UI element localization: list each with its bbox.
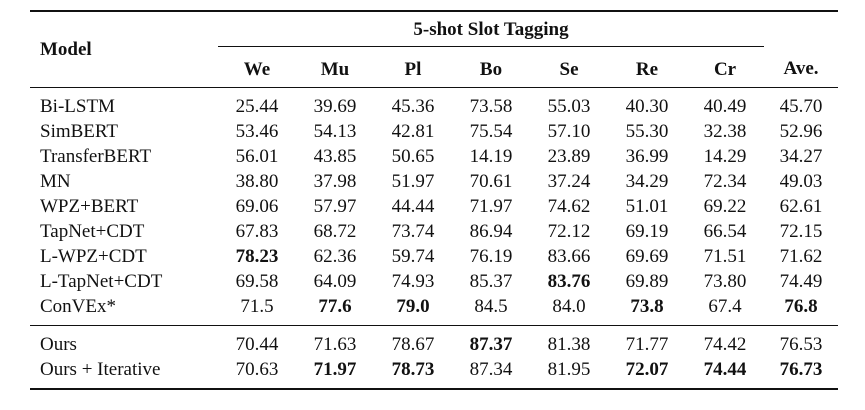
score-cell: 73.80 [703,271,747,292]
score-cell: 57.10 [547,121,591,142]
table-row [30,332,838,357]
average-cell: 45.70 [779,96,823,117]
table-row [30,357,838,382]
score-cell: 25.44 [235,96,279,117]
model-column-header: Model [40,39,92,60]
row-model-name: ConVEx* [40,296,116,317]
score-cell: 71.97 [313,359,357,380]
score-cell: 75.54 [469,121,513,142]
average-cell: 62.61 [779,196,823,217]
score-cell: 23.89 [547,146,591,167]
row-model-name: WPZ+BERT [40,196,139,217]
score-cell: 73.74 [391,221,435,242]
score-cell: 81.38 [547,334,591,355]
ours-rows [30,326,838,390]
score-cell: 51.97 [391,171,435,192]
average-cell: 76.53 [779,334,823,355]
score-cell: 37.24 [547,171,591,192]
score-cell: 71.63 [313,334,357,355]
score-cell: 66.54 [703,221,747,242]
score-cell: 42.81 [391,121,435,142]
score-cell: 14.29 [703,146,747,167]
score-cell: 70.44 [235,334,279,355]
row-model-name: L-TapNet+CDT [40,271,163,292]
score-cell: 78.67 [391,334,435,355]
results-table [30,10,838,390]
row-model-name: Bi-LSTM [40,96,115,117]
score-cell: 69.06 [235,196,279,217]
table-row [30,169,838,194]
average-cell: 76.8 [784,296,818,317]
table-row [30,119,838,144]
score-cell: 79.0 [396,296,430,317]
score-cell: 74.93 [391,271,435,292]
score-cell: 44.44 [391,196,435,217]
column-header-we: We [243,58,271,80]
score-cell: 56.01 [235,146,279,167]
score-cell: 45.36 [391,96,435,117]
group-column-header: 5-shot Slot Tagging [218,11,764,47]
score-cell: 72.34 [703,171,747,192]
column-header-pl: Pl [404,58,422,80]
score-cell: 87.34 [469,359,513,380]
score-cell: 43.85 [313,146,357,167]
average-cell: 49.03 [779,171,823,192]
score-cell: 69.19 [625,221,669,242]
average-cell: 76.73 [779,359,823,380]
score-cell: 83.76 [547,271,591,292]
table-row [30,269,838,294]
column-header-average: Ave. [783,58,819,80]
score-cell: 64.09 [313,271,357,292]
score-cell: 37.98 [313,171,357,192]
score-cell: 69.58 [235,271,279,292]
score-cell: 71.77 [625,334,669,355]
score-cell: 38.80 [235,171,279,192]
score-cell: 39.69 [313,96,357,117]
score-cell: 84.0 [552,296,586,317]
score-cell: 32.38 [703,121,747,142]
table-row [30,144,838,169]
score-cell: 54.13 [313,121,357,142]
row-model-name: Ours + Iterative [40,359,161,380]
score-cell: 51.01 [625,196,669,217]
column-header-cr: Cr [713,58,737,80]
score-cell: 59.74 [391,246,435,267]
row-model-name: MN [40,171,71,192]
average-cell: 52.96 [779,121,823,142]
score-cell: 72.07 [625,359,669,380]
table-row [30,94,838,119]
average-cell: 72.15 [779,221,823,242]
score-cell: 40.49 [703,96,747,117]
average-cell: 71.62 [779,246,823,267]
row-model-name: TransferBERT [40,146,152,167]
score-cell: 87.37 [469,334,513,355]
score-cell: 73.58 [469,96,513,117]
table-row [30,194,838,219]
column-header-mu: Mu [320,58,350,80]
score-cell: 72.12 [547,221,591,242]
score-cell: 74.62 [547,196,591,217]
score-cell: 71.51 [703,246,747,267]
score-cell: 55.30 [625,121,669,142]
score-cell: 71.97 [469,196,513,217]
score-cell: 57.97 [313,196,357,217]
table-header [30,11,838,88]
score-cell: 71.5 [240,296,274,317]
score-cell: 62.36 [313,246,357,267]
table-row [30,219,838,244]
score-cell: 67.4 [708,296,742,317]
score-cell: 73.8 [630,296,664,317]
column-header-se: Se [559,58,579,80]
score-cell: 34.29 [625,171,669,192]
score-cell: 78.73 [391,359,435,380]
score-cell: 69.69 [625,246,669,267]
score-cell: 67.83 [235,221,279,242]
table-row [30,294,838,319]
row-model-name: TapNet+CDT [40,221,145,242]
column-header-re: Re [635,58,659,80]
row-model-name: L-WPZ+CDT [40,246,147,267]
score-cell: 50.65 [391,146,435,167]
table-row [30,244,838,269]
score-cell: 81.95 [547,359,591,380]
score-cell: 69.22 [703,196,747,217]
score-cell: 77.6 [318,296,352,317]
average-cell: 34.27 [779,146,823,167]
score-cell: 74.42 [703,334,747,355]
score-cell: 83.66 [547,246,591,267]
score-cell: 55.03 [547,96,591,117]
score-cell: 74.44 [703,359,747,380]
baseline-rows [30,88,838,326]
score-cell: 53.46 [235,121,279,142]
score-cell: 69.89 [625,271,669,292]
score-cell: 85.37 [469,271,513,292]
score-cell: 70.63 [235,359,279,380]
score-cell: 70.61 [469,171,513,192]
score-cell: 68.72 [313,221,357,242]
score-cell: 14.19 [469,146,513,167]
row-model-name: Ours [40,334,77,355]
row-model-name: SimBERT [40,121,119,142]
average-cell: 74.49 [779,271,823,292]
score-cell: 78.23 [235,246,279,267]
score-cell: 40.30 [625,96,669,117]
score-cell: 86.94 [469,221,513,242]
score-cell: 36.99 [625,146,669,167]
score-cell: 76.19 [469,246,513,267]
score-cell: 84.5 [474,296,508,317]
column-header-bo: Bo [479,58,503,80]
